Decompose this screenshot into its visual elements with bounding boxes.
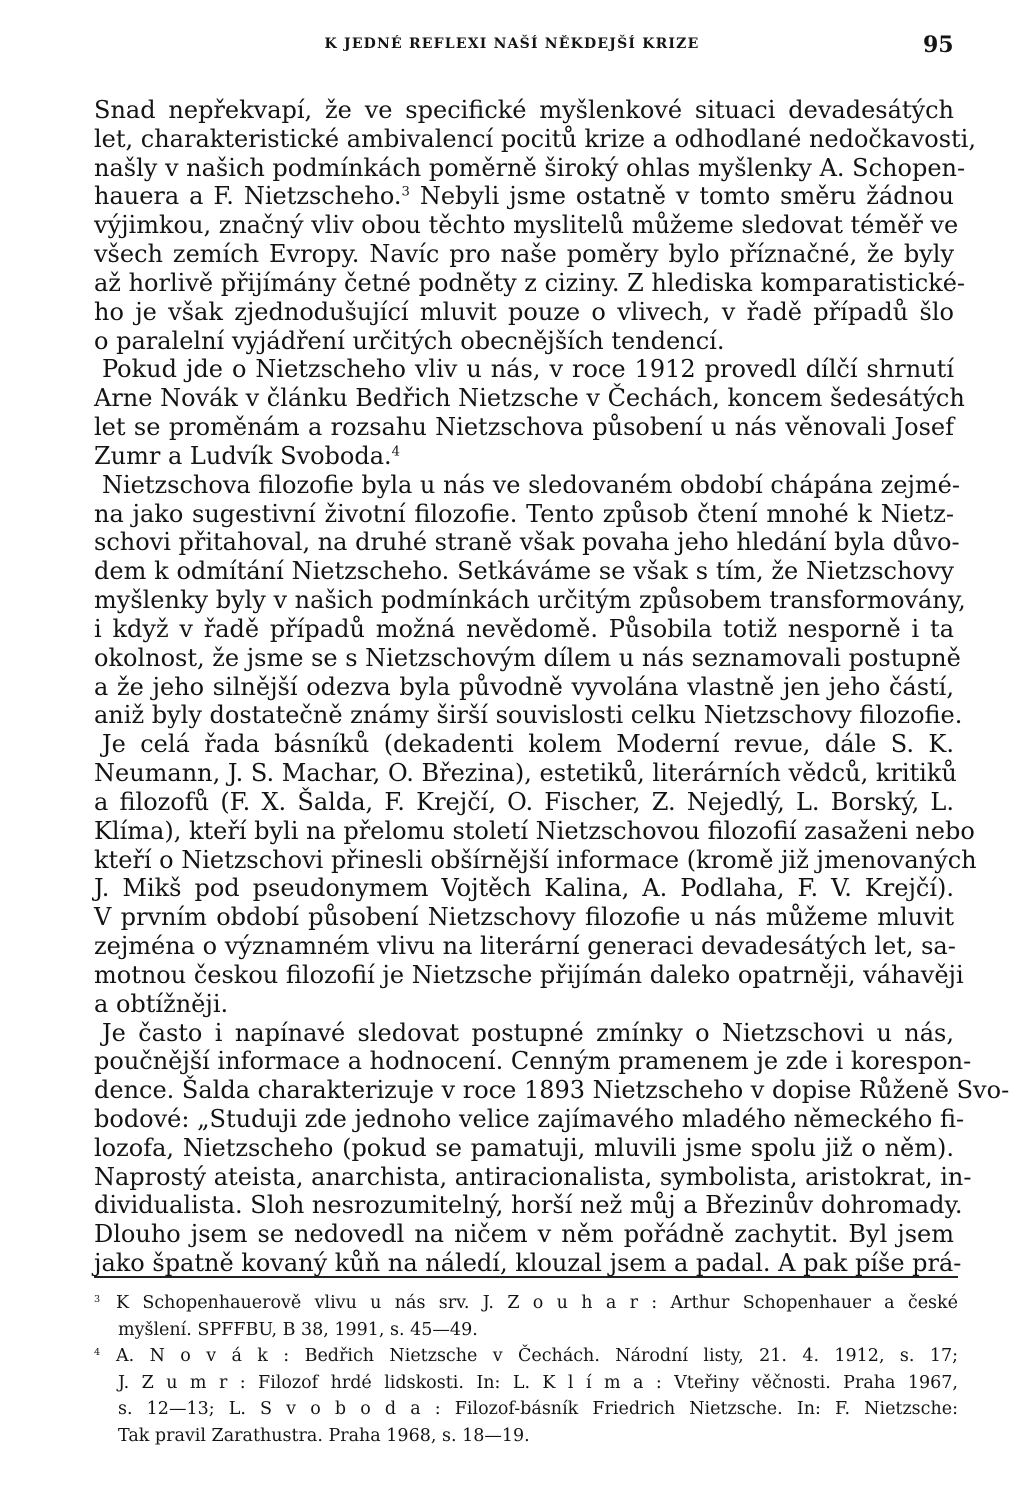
text-line: Dlouho jsem se nedovedl na ničem v něm pořádně zachytit. Byl jsem [94,1220,954,1249]
text-line: myšlenky byly v našich podmínkách určitým způsobem transformovány, [94,586,966,615]
footnote-text: K Schopenhauerově vlivu u nás srv. J. Z o u h a r : Arthur Schopenhauer a české [116,1293,958,1313]
footnote-3-line: myšlení. SPFFBU, B 38, 1991, s. 45—49. [118,1319,478,1340]
footnote-text: A. N o v á k : Bedřich Nietzsche v Čechách. Národní listy, 21. 4. 1912, s. 17; [116,1346,958,1366]
paragraph-start-line: Je často i napínavé sledovat postupné zmínky o Nietzschovi u nás, [102,1018,954,1047]
text-line: Klíma), kteří byli na přelomu století Nietzschovou filozofií zasaženi nebo [94,816,975,845]
text-line: Arne Novák v článku Bedřich Nietzsche v Čechách, koncem šedesátých [94,384,965,413]
footnote-3-line: $^3$ K Schopenhauerově vlivu u nás srv. J. Z o u h a r : Arthur Schopenhauer a české [94,1293,958,1313]
footnote-4-line: J. Z u m r : Filozof hrdé lidskosti. In: L. K l í m a : Vteřiny věčnosti. Praha 1967, [118,1372,958,1393]
text-line: poučnější informace a hodnocení. Cenným pramenem je zde i korespon- [94,1047,972,1076]
text-line: Naprostý ateista, anarchista, antiracionalista, symbolista, aristokrat, in- [94,1162,972,1191]
text-line: Neumann, J. S. Machar, O. Březina), estetiků, literárních vědců, kritiků [94,759,957,788]
footnote-divider [94,1276,958,1278]
text-segment: Nebyli jsme ostatně v tomto směru žádnou [409,182,954,211]
text-line: výjimkou, značný vliv obou těchto myslitelů můžeme sledovat téměř ve [94,211,959,240]
text-line: o paralelní vyjádření určitých obecnějších tendencí. [94,326,725,355]
text-line: dem k odmítání Nietzscheho. Setkáváme se však s tím, že Nietzschovy [94,557,954,586]
text-line: aniž byly dostatečně známy širší souvislosti celku Nietzschovy filozofie. [94,701,963,730]
text-segment: hauera a F. Nietzscheho. [94,182,402,211]
text-line: i když v řadě případů možná nevědomě. Působila totiž nesporně i ta [94,614,954,643]
text-line: let se proměnám a rozsahu Nietzschova působení u nás věnovali Josef [94,413,954,442]
paragraph-start-line: Pokud jde o Nietzscheho vliv u nás, v roce 1912 provedl dílčí shrnutí [102,355,954,384]
footnote-4-line: Tak pravil Zarathustra. Praha 1968, s. 18—19. [118,1425,530,1446]
text-line: dence. Šalda charakterizuje v roce 1893 Nietzscheho v dopise Růženě Svo- [94,1076,1010,1105]
page-number: 95 [923,32,954,58]
paragraph-start-line: Nietzschova filozofie byla u nás ve sledovaném období chápána zejmé- [102,470,960,499]
footnote-ref-3: 3 [401,184,410,200]
footnotes [94,1290,958,1449]
body-text [94,96,1010,1278]
text-line: dividualista. Sloh nesrozumitelný, horší než můj a Březinův dohromady. [94,1191,963,1220]
footnote-ref-4: 4 [391,444,401,460]
text-line: našly v našich podmínkách poměrně široký ohlas myšlenky A. Schopen- [94,153,966,182]
text-line: okolnost, že jsme se s Nietzschovým dílem u nás seznamovali postupně [94,643,961,672]
text-line: Snad nepřekvapí, že ve specifické myšlenkové situaci devadesátých [94,96,954,124]
paragraph-start-line: Je celá řada básníků (dekadenti kolem Moderní revue, dále S. K. [102,730,954,759]
text-line: bodové: „Studuji zde jednoho velice zajímavého mladého německého fi- [94,1104,965,1133]
text-line: schovi přitahoval, na druhé straně však povaha jeho hledání byla důvo- [94,528,960,557]
text-line-with-footnote-ref [94,442,954,471]
text-line: J. Mikš pod pseudonymem Vojtěch Kalina, A. Podlaha, F. V. Krejčí). [94,874,954,903]
text-segment: Zumr a Ludvík Svoboda. [94,441,392,470]
text-line: zejména o významném vlivu na literární generaci devadesátých let, sa- [94,932,956,961]
text-line: let, charakteristické ambivalencí pocitů krize a odhodlané nedočkavosti, [94,124,976,153]
text-line: a že jeho silnější odezva byla původně vyvolána vlastně jen jeho částí, [94,672,954,701]
text-line: jako špatně kovaný kůň na náledí, klouzal jsem a padal. A pak píše prá- [94,1249,962,1278]
text-line: a filozofů (F. X. Šalda, F. Krejčí, O. Fischer, Z. Nejedlý, L. Borský, L. [94,787,954,816]
text-line: všech zemích Evropy. Navíc pro naše poměry bylo příznačné, že byly [94,240,954,269]
footnote-4-line: $^4$ A. N o v á k : Bedřich Nietzsche v Čechách. Národní listy, 21. 4. 1912, s. 17; [94,1346,958,1366]
text-line: kteří o Nietzschovi přinesli obšírnější informace (kromě již jmenovaných [94,845,977,874]
footnote-4-line: s. 12—13; L. S v o b o d a : Filozof-básník Friedrich Nietzsche. In: F. Nietzsche: [118,1399,958,1419]
text-line: a obtížněji. [94,989,229,1018]
text-line: motnou českou filozofií je Nietzsche přijímán daleko opatrněji, váhavěji [94,960,964,989]
running-title: K JEDNÉ REFLEXI NAŠÍ NĚKDEJŠÍ KRIZE [324,36,700,52]
text-line: lozofa, Nietzscheho (pokud se pamatuji, mluvili jsme spolu již o něm). [94,1133,954,1162]
text-line: až horlivě přijímány četné podněty z ciziny. Z hlediska komparatistické- [94,268,966,297]
text-line: na jako sugestivní životní filozofie. Tento způsob čtení mnohé k Nietz- [94,499,954,528]
text-line: ho je však zjednodušující mluvit pouze o vlivech, v řadě případů šlo [94,297,954,326]
text-line-with-footnote-ref [94,182,954,211]
text-line: V prvním období působení Nietzschovy filozofie u nás můžeme mluvit [94,903,954,932]
